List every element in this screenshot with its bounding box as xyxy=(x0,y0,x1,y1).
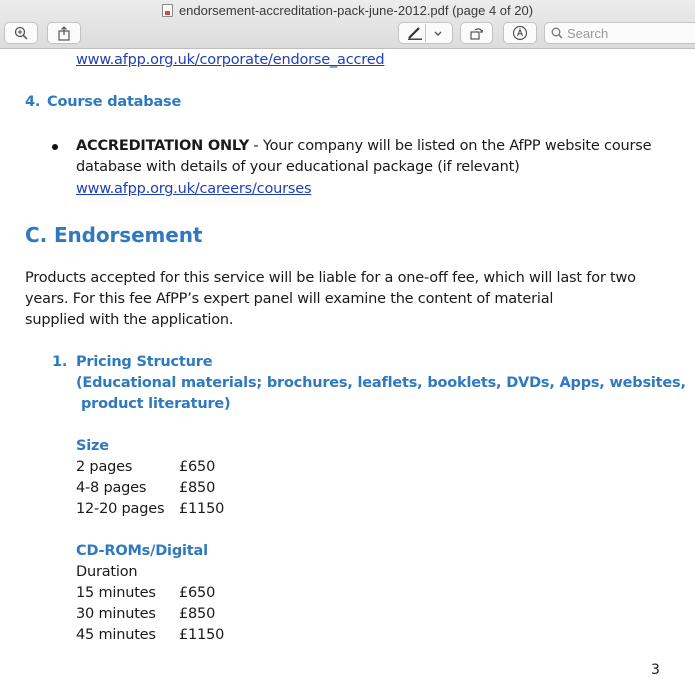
accreditation-bullet-line1 xyxy=(76,136,651,157)
accreditation-bullet-text: - Your company will be listed on the AfPP website course xyxy=(249,138,652,154)
markup-circle-icon xyxy=(512,25,528,41)
duration-price: £850 xyxy=(179,606,216,622)
size-price: £650 xyxy=(179,459,216,475)
size-price: £850 xyxy=(179,480,216,496)
zoom-in-button[interactable] xyxy=(4,22,38,44)
window-toolbar xyxy=(0,0,695,49)
section-c-heading: C. Endorsement xyxy=(25,223,203,247)
bullet-point xyxy=(52,144,58,150)
duration-row xyxy=(76,583,215,604)
zoom-in-icon xyxy=(14,26,28,40)
chevron-down-icon[interactable] xyxy=(433,30,443,38)
rotate-button[interactable] xyxy=(460,22,493,44)
pricing-structure-subtitle-line1: (Educational materials; brochures, leaflets, booklets, DVDs, Apps, websites, xyxy=(76,375,686,391)
endorsement-paragraph-line3: supplied with the application. xyxy=(25,312,234,328)
search-input[interactable] xyxy=(567,26,687,41)
rotate-icon xyxy=(469,26,484,41)
pricing-structure-title: Pricing Structure xyxy=(76,354,213,370)
section-4-title: Course database xyxy=(47,94,182,110)
courses-link[interactable]: www.afpp.org.uk/careers/courses xyxy=(76,181,312,197)
size-row xyxy=(76,457,215,478)
endorsement-paragraph-line2: years. For this fee AfPP’s expert panel will examine the content of material xyxy=(25,291,554,307)
size-heading: Size xyxy=(76,438,109,454)
pricing-structure-subtitle-line2: product literature) xyxy=(81,396,231,412)
endorsement-paragraph-line1: Products accepted for this service will be liable for a one-off fee, which will last for two xyxy=(25,270,636,286)
accreditation-bullet-line2: database with details of your educational package (if relevant) xyxy=(76,159,520,175)
item-1-number: 1. xyxy=(52,354,68,370)
size-label: 12-20 pages xyxy=(76,501,165,517)
section-4-number: 4. xyxy=(25,94,41,110)
pdf-document-icon xyxy=(162,4,173,17)
size-price: £1150 xyxy=(179,501,225,517)
accreditation-only-label: ACCREDITATION ONLY xyxy=(76,138,250,154)
share-icon xyxy=(57,26,71,41)
cd-roms-digital-heading: CD-ROMs/Digital xyxy=(76,543,208,559)
duration-label: Duration xyxy=(76,564,138,580)
markup-pen-button[interactable] xyxy=(398,22,453,44)
duration-price: £650 xyxy=(179,585,216,601)
size-label: 2 pages xyxy=(76,459,133,475)
share-button[interactable] xyxy=(47,22,81,44)
pen-icon xyxy=(407,26,423,40)
size-row xyxy=(76,499,224,520)
window-title: endorsement-accreditation-pack-june-2012.pdf (page 4 of 20) xyxy=(178,2,534,18)
duration-label-cell: 15 minutes xyxy=(76,585,156,601)
page-number: 3 xyxy=(651,662,660,678)
duration-row xyxy=(76,625,224,646)
search-icon xyxy=(551,27,563,39)
pdf-page xyxy=(0,49,695,692)
size-row xyxy=(76,478,215,499)
markup-toolbar-button[interactable] xyxy=(503,22,537,44)
search-field[interactable] xyxy=(544,22,695,44)
duration-row xyxy=(76,604,215,625)
duration-label-cell: 45 minutes xyxy=(76,627,156,643)
duration-price: £1150 xyxy=(179,627,225,643)
window-titlebar xyxy=(0,0,695,20)
size-label: 4-8 pages xyxy=(76,480,147,496)
endorse-accred-link[interactable]: www.afpp.org.uk/corporate/endorse_accred xyxy=(76,52,385,68)
duration-label-cell: 30 minutes xyxy=(76,606,156,622)
